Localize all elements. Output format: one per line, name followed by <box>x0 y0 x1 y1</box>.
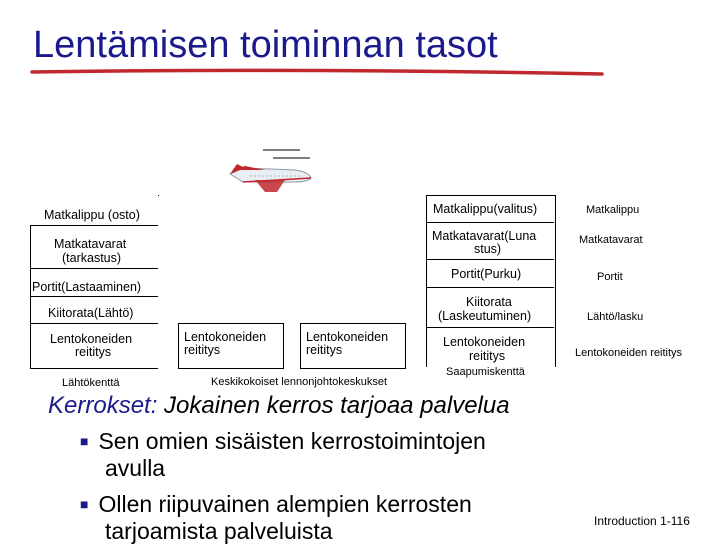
square-bullet-icon: ■ <box>80 433 89 449</box>
layer-ticket-label: Matkalippu <box>586 204 640 216</box>
bullet-1-continued <box>105 455 165 482</box>
departure-routing-label-1: Lentokoneiden <box>50 332 133 346</box>
departure-runway-label: Kiitorata(Lähtö) <box>48 306 134 320</box>
departure-routing-label-2: reititys <box>75 345 112 359</box>
layer-gates-label: Portit <box>597 271 623 283</box>
arrival-gates-label: Portit(Purku) <box>451 267 522 281</box>
footer-page: 1-116 <box>660 514 690 528</box>
arrival-baggage-label-1: Matkatavarat(Luna <box>432 229 537 243</box>
bullet-2-line-2: tarjoamista palveluista <box>105 518 333 544</box>
summary-heading <box>48 392 510 420</box>
intermediate-routing-2-label-2: reititys <box>306 343 343 357</box>
airplane-icon <box>225 146 315 196</box>
departure-airport-label: Lähtökenttä <box>62 377 120 389</box>
square-bullet-icon: ■ <box>80 496 89 512</box>
bullet-1 <box>80 428 486 458</box>
bullet-2 <box>80 491 472 521</box>
page-title: Lentämisen toiminnan tasot <box>33 24 498 66</box>
intermediate-centers-label: Keskikokoiset lennonjohtokeskukset <box>211 376 388 388</box>
departure-gates-label: Portit(Lastaaminen) <box>32 280 142 294</box>
bullet-2-continued <box>105 518 333 545</box>
arrival-ticket-label: Matkalippu(valitus) <box>433 202 538 216</box>
bullet-2-line-1: Ollen riipuvainen alempien kerrosten <box>98 491 472 517</box>
bullet-1-line-1: Sen omien sisäisten kerrostoimintojen <box>98 428 486 454</box>
arrival-baggage-divider <box>426 259 554 260</box>
footer-label: Introduction <box>594 514 657 528</box>
arrival-runway-label-1: Kiitorata <box>466 295 512 309</box>
summary-heading-lead: Kerrokset: <box>48 392 158 419</box>
departure-ticket-label: Matkalippu (osto) <box>44 208 140 222</box>
layer-runway-label: Lähtö/lasku <box>587 311 644 323</box>
arrival-airport-label: Saapumiskenttä <box>446 366 525 378</box>
departure-baggage-label-2: (tarkastus) <box>62 251 122 265</box>
intermediate-routing-2-label-1: Lentokoneiden <box>306 330 389 344</box>
layer-routing-label: Lentokoneiden reititys <box>575 347 683 359</box>
departure-runway-divider <box>30 323 158 324</box>
arrival-runway-label-2: (Laskeutuminen) <box>438 309 532 323</box>
intermediate-routing-1-label-2: reititys <box>184 343 221 357</box>
title-underline <box>30 66 605 78</box>
summary-heading-rest: Jokainen kerros tarjoaa palvelua <box>157 392 510 419</box>
slide-footer <box>594 514 690 528</box>
arrival-runway-divider <box>426 327 554 328</box>
departure-gates-divider <box>30 296 158 297</box>
bullet-1-line-2: avulla <box>105 455 166 481</box>
departure-routing-divider <box>30 368 158 369</box>
arrival-baggage-label-2: stus) <box>474 242 502 256</box>
arrival-routing-label-2: reititys <box>469 349 506 363</box>
intermediate-routing-1-label-1: Lentokoneiden <box>184 330 267 344</box>
arrival-gates-divider <box>426 287 554 288</box>
layer-baggage-label: Matkatavarat <box>579 234 643 246</box>
arrival-ticket-divider <box>426 222 554 223</box>
departure-baggage-divider <box>30 268 158 269</box>
arrival-routing-label-1: Lentokoneiden <box>443 335 526 349</box>
departure-baggage-label-1: Matkatavarat <box>54 237 127 251</box>
